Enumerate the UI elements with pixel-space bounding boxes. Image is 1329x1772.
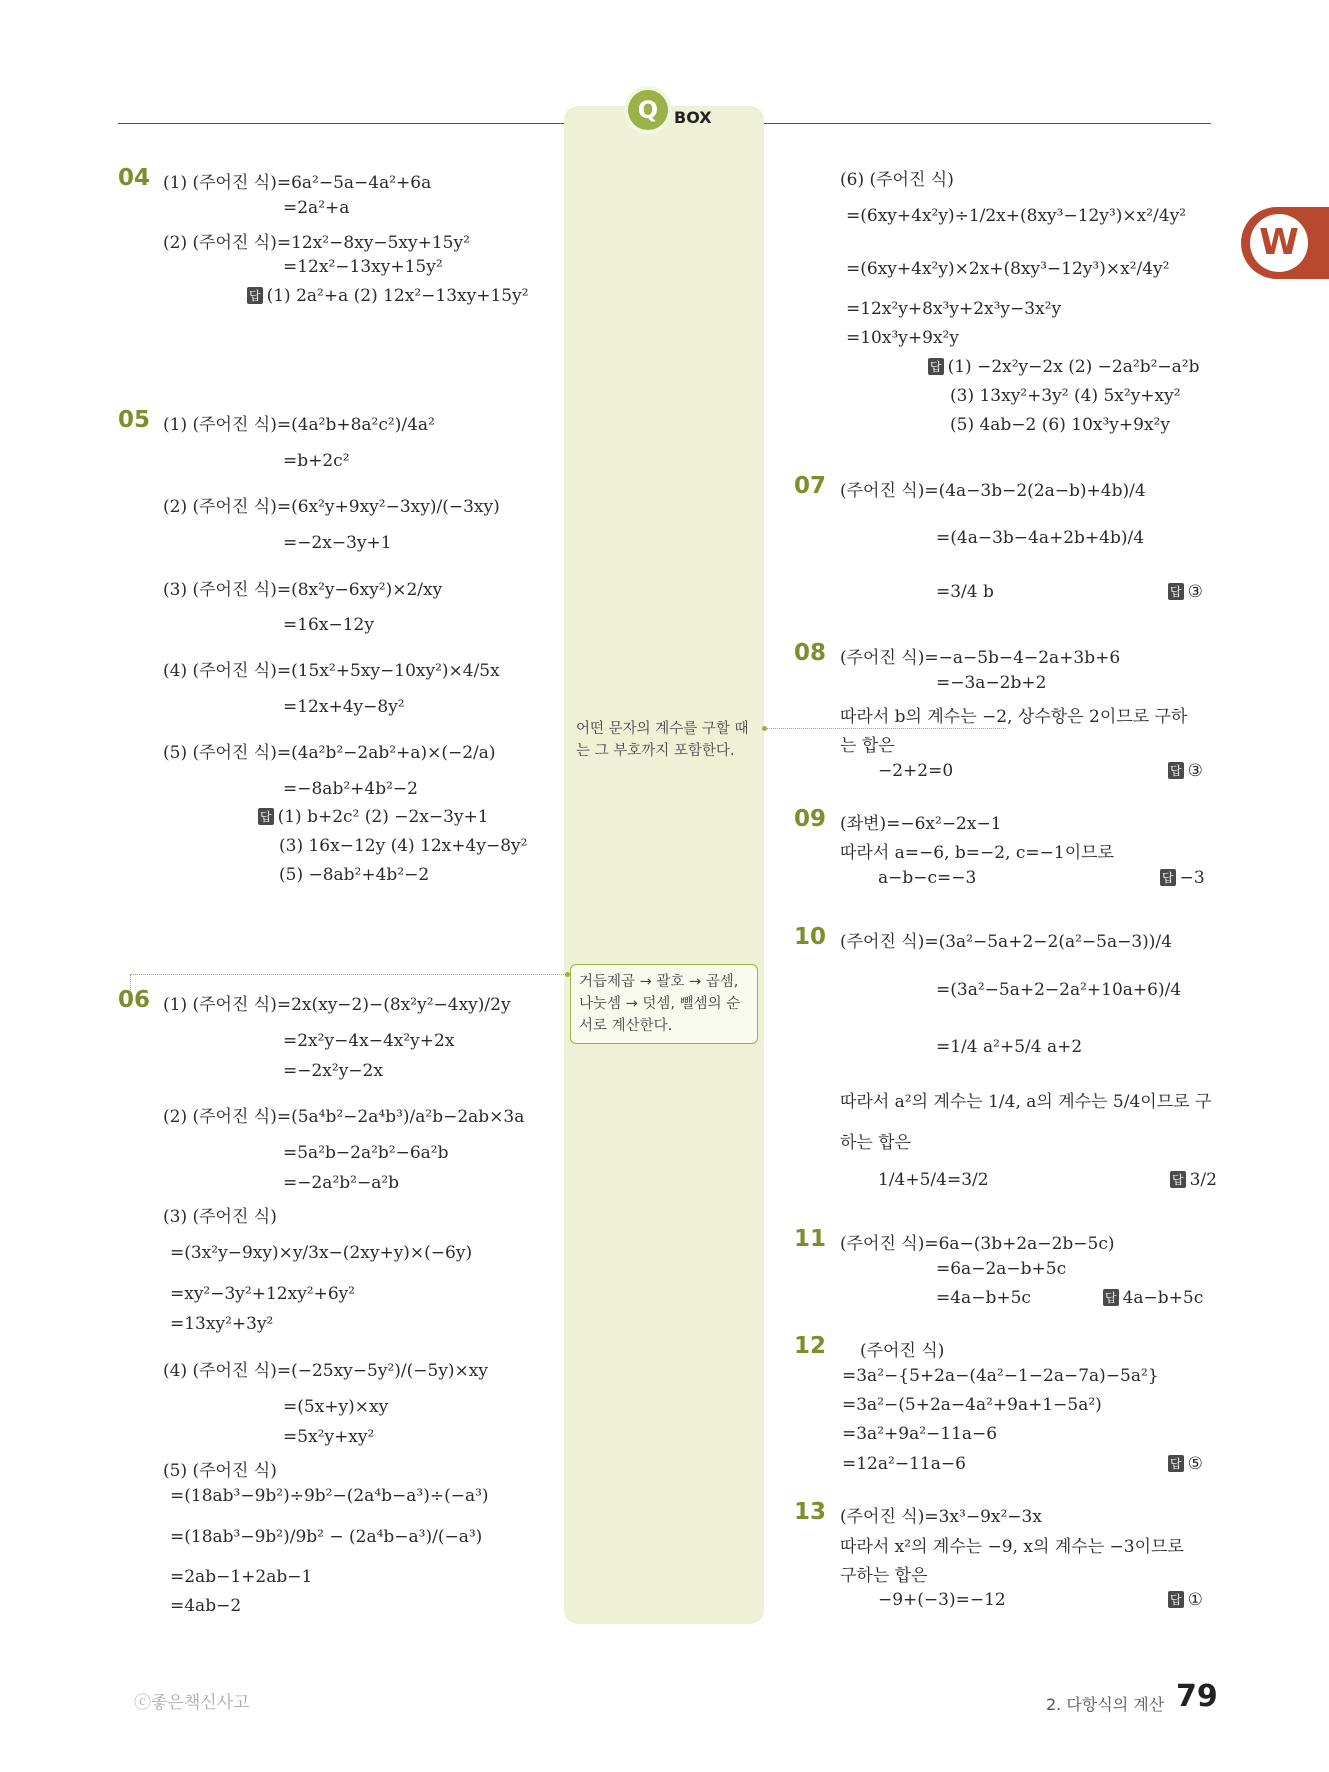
answer-mark: 답 xyxy=(260,810,272,824)
solution-line: =(4a−3b−4a+2b+4b)/4 xyxy=(936,528,1145,548)
answer-line: (3) 13xy²+3y² (4) 5x²y+xy² xyxy=(950,386,1181,406)
answer-line xyxy=(1168,1590,1203,1610)
problem-number: 08 xyxy=(794,640,827,666)
solution-line: =2x²y−4x−4x²y+2x xyxy=(283,1031,455,1051)
answer-line xyxy=(928,357,1199,377)
q-box-logo: Q xyxy=(628,90,668,130)
solution-line: =4ab−2 xyxy=(170,1596,242,1616)
solution-line: (주어진 식) xyxy=(860,1341,945,1361)
answer-line: (3) 16x−12y (4) 12x+4y−8y² xyxy=(279,836,528,856)
solution-line: =−3a−2b+2 xyxy=(936,673,1047,693)
answer-text: ③ xyxy=(1187,582,1203,602)
answer-mark: 답 xyxy=(249,289,261,303)
answer-line xyxy=(1168,582,1203,602)
note-line: 나눗셈 → 덧셈, 뺄셈의 순 xyxy=(579,996,741,1012)
solution-line: =−2x−3y+1 xyxy=(283,533,392,553)
connector-line xyxy=(130,974,566,975)
solution-line: 는 합은 xyxy=(840,736,895,756)
problem-number: 04 xyxy=(118,165,151,191)
connector-line xyxy=(766,728,1006,729)
solution-line: =(18ab³−9b²)/9b² − (2a⁴b−a³)/(−a³) xyxy=(170,1527,483,1547)
header-rule-left xyxy=(118,123,564,124)
solution-line: (3) (주어진 식) xyxy=(163,1207,277,1227)
qbox-note-order xyxy=(570,964,758,1044)
answer-text: ⑤ xyxy=(1187,1454,1203,1474)
solution-line: (1) (주어진 식)=6a²−5a−4a²+6a xyxy=(163,173,432,193)
solution-line: =16x−12y xyxy=(283,615,374,635)
solution-line: (4) (주어진 식)=(−25xy−5y²)/(−5y)×xy xyxy=(163,1361,488,1381)
answer-line xyxy=(1168,761,1203,781)
solution-line: −9+(−3)=−12 xyxy=(878,1590,1006,1610)
solution-line: =12a²−11a−6 xyxy=(842,1454,966,1474)
solution-line: 구하는 합은 xyxy=(840,1566,928,1586)
solution-line: =5a²b−2a²b²−6a²b xyxy=(283,1143,449,1163)
solution-line: (주어진 식)=(3a²−5a+2−2(a²−5a−3))/4 xyxy=(840,932,1172,952)
solution-line: (6) (주어진 식) xyxy=(840,170,954,190)
solution-line: =−2a²b²−a²b xyxy=(283,1173,400,1193)
answer-text: (1) 2a²+a (2) 12x²−13xy+15y² xyxy=(266,286,529,306)
solution-line: (2) (주어진 식)=12x²−8xy−5xy+15y² xyxy=(163,233,470,253)
solution-line: =12x+4y−8y² xyxy=(283,697,405,717)
answer-mark: 답 xyxy=(1162,871,1174,885)
answer-text: ③ xyxy=(1187,761,1203,781)
solution-line: =12x²−13xy+15y² xyxy=(283,257,443,277)
solution-line: =6a−2a−b+5c xyxy=(936,1259,1067,1279)
q-box-column xyxy=(564,106,764,1624)
problem-number: 11 xyxy=(794,1226,827,1252)
q-box-label: BOX xyxy=(674,108,712,127)
solution-line: a−b−c=−3 xyxy=(878,868,977,888)
solution-line: (좌변)=−6x²−2x−1 xyxy=(840,814,1002,834)
solution-line: =(3x²y−9xy)×y/3x−(2xy+y)×(−6y) xyxy=(170,1243,473,1263)
answer-text: 4a−b+5c xyxy=(1122,1288,1204,1308)
problem-number: 05 xyxy=(118,407,151,433)
problem-number: 10 xyxy=(794,924,827,950)
solution-line: =2a²+a xyxy=(283,198,350,218)
section-tab-letter: W xyxy=(1250,214,1308,272)
solution-line: −2+2=0 xyxy=(878,761,954,781)
solution-line: =(6xy+4x²y)×2x+(8xy³−12y³)×x²/4y² xyxy=(846,259,1170,279)
solution-line: (주어진 식)=3x³−9x²−3x xyxy=(840,1507,1042,1527)
note-line: 서로 계산한다. xyxy=(579,1018,673,1034)
answer-line xyxy=(247,286,529,306)
solution-line: (2) (주어진 식)=(5a⁴b²−2a⁴b³)/a²b−2ab×3a xyxy=(163,1107,525,1127)
answer-mark: 답 xyxy=(1170,764,1182,778)
answer-line: (5) −8ab²+4b²−2 xyxy=(279,865,430,885)
solution-line: (3) (주어진 식)=(8x²y−6xy²)×2/xy xyxy=(163,580,443,600)
solution-line: =3a²−{5+2a−(4a²−1−2a−7a)−5a²} xyxy=(842,1366,1159,1386)
answer-text: −3 xyxy=(1179,868,1205,888)
solution-line: (1) (주어진 식)=(4a²b+8a²c²)/4a² xyxy=(163,415,435,435)
solution-line: =(6xy+4x²y)÷1/2x+(8xy³−12y³)×x²/4y² xyxy=(846,206,1187,226)
qbox-note-coefficient xyxy=(576,718,762,762)
problem-number: 13 xyxy=(794,1499,827,1525)
solution-line: =1/4 a²+5/4 a+2 xyxy=(936,1037,1083,1057)
solution-line: (1) (주어진 식)=2x(xy−2)−(8x²y²−4xy)/2y xyxy=(163,995,511,1015)
solution-line: =3a²+9a²−11a−6 xyxy=(842,1424,998,1444)
answer-mark: 답 xyxy=(1170,1593,1182,1607)
answer-line: (5) 4ab−2 (6) 10x³y+9x²y xyxy=(950,415,1170,435)
solution-line: =3a²−(5+2a−4a²+9a+1−5a²) xyxy=(842,1395,1102,1415)
solution-line: =(3a²−5a+2−2a²+10a+6)/4 xyxy=(936,980,1182,1000)
solution-line: 따라서 b의 계수는 −2, 상수항은 2이므로 구하 xyxy=(840,707,1188,727)
problem-number: 07 xyxy=(794,473,827,499)
solution-line: (주어진 식)=(4a−3b−2(2a−b)+4b)/4 xyxy=(840,481,1146,501)
answer-line xyxy=(1160,868,1205,888)
answer-mark: 답 xyxy=(1170,585,1182,599)
problem-number: 12 xyxy=(794,1333,827,1359)
solution-line: (주어진 식)=6a−(3b+2a−2b−5c) xyxy=(840,1234,1115,1254)
answer-line xyxy=(1170,1170,1217,1190)
answer-text: ① xyxy=(1187,1590,1203,1610)
answer-text: (1) −2x²y−2x (2) −2a²b²−a²b xyxy=(947,357,1200,377)
solution-line: =12x²y+8x³y+2x³y−3x²y xyxy=(846,299,1062,319)
answer-line xyxy=(1168,1454,1203,1474)
solution-line: =−2x²y−2x xyxy=(283,1061,383,1081)
solution-line: (2) (주어진 식)=(6x²y+9xy²−3xy)/(−3xy) xyxy=(163,497,500,517)
solution-line: =5x²y+xy² xyxy=(283,1427,375,1447)
answer-mark: 답 xyxy=(1170,1457,1182,1471)
solution-line: 따라서 x²의 계수는 −9, x의 계수는 −3이므로 xyxy=(840,1537,1184,1557)
solution-line: (주어진 식)=−a−5b−4−2a+3b+6 xyxy=(840,648,1121,668)
solution-line: =4a−b+5c xyxy=(936,1288,1031,1308)
chapter-title: 2. 다항식의 계산 xyxy=(1046,1695,1165,1714)
problem-number: 09 xyxy=(794,806,827,832)
copyright: ⓒ좋은책신사고 xyxy=(134,1693,250,1713)
answer-mark: 답 xyxy=(1105,1291,1117,1305)
solution-line: =b+2c² xyxy=(283,451,350,471)
problem-number: 06 xyxy=(118,987,151,1013)
answer-mark: 답 xyxy=(930,360,942,374)
answer-line xyxy=(1103,1288,1203,1308)
solution-line: =2ab−1+2ab−1 xyxy=(170,1567,313,1587)
note-line: 어떤 문자의 계수를 구할 때 xyxy=(576,721,749,737)
solution-line: =(5x+y)×xy xyxy=(283,1397,389,1417)
solution-line: (5) (주어진 식) xyxy=(163,1461,277,1481)
solution-line: (5) (주어진 식)=(4a²b²−2ab²+a)×(−2/a) xyxy=(163,743,496,763)
answer-text: (1) b+2c² (2) −2x−3y+1 xyxy=(277,807,489,827)
note-line: 거듭제곱 → 괄호 → 곱셈, xyxy=(579,974,739,990)
solution-line: =10x³y+9x²y xyxy=(846,328,959,348)
answer-mark: 답 xyxy=(1172,1173,1184,1187)
solution-line: 하는 합은 xyxy=(840,1133,912,1153)
answer-line xyxy=(258,807,489,827)
solution-line: =−8ab²+4b²−2 xyxy=(283,779,418,799)
solution-line: (4) (주어진 식)=(15x²+5xy−10xy²)×4/5x xyxy=(163,661,500,681)
answer-text: 3/2 xyxy=(1189,1170,1217,1190)
solution-line: =13xy²+3y² xyxy=(170,1314,274,1334)
note-line: 는 그 부호까지 포함한다. xyxy=(576,743,735,759)
solution-line: 따라서 a²의 계수는 1/4, a의 계수는 5/4이므로 구 xyxy=(840,1092,1212,1112)
header-rule-right xyxy=(764,123,1211,124)
solution-line: 1/4+5/4=3/2 xyxy=(878,1170,989,1190)
page-number: 79 xyxy=(1176,1679,1218,1714)
solution-line: =xy²−3y²+12xy²+6y² xyxy=(170,1284,356,1304)
solution-line: =3/4 b xyxy=(936,582,994,602)
solution-line: 따라서 a=−6, b=−2, c=−1이므로 xyxy=(840,843,1115,863)
solution-line: =(18ab³−9b²)÷9b²−(2a⁴b−a³)÷(−a³) xyxy=(170,1486,489,1506)
